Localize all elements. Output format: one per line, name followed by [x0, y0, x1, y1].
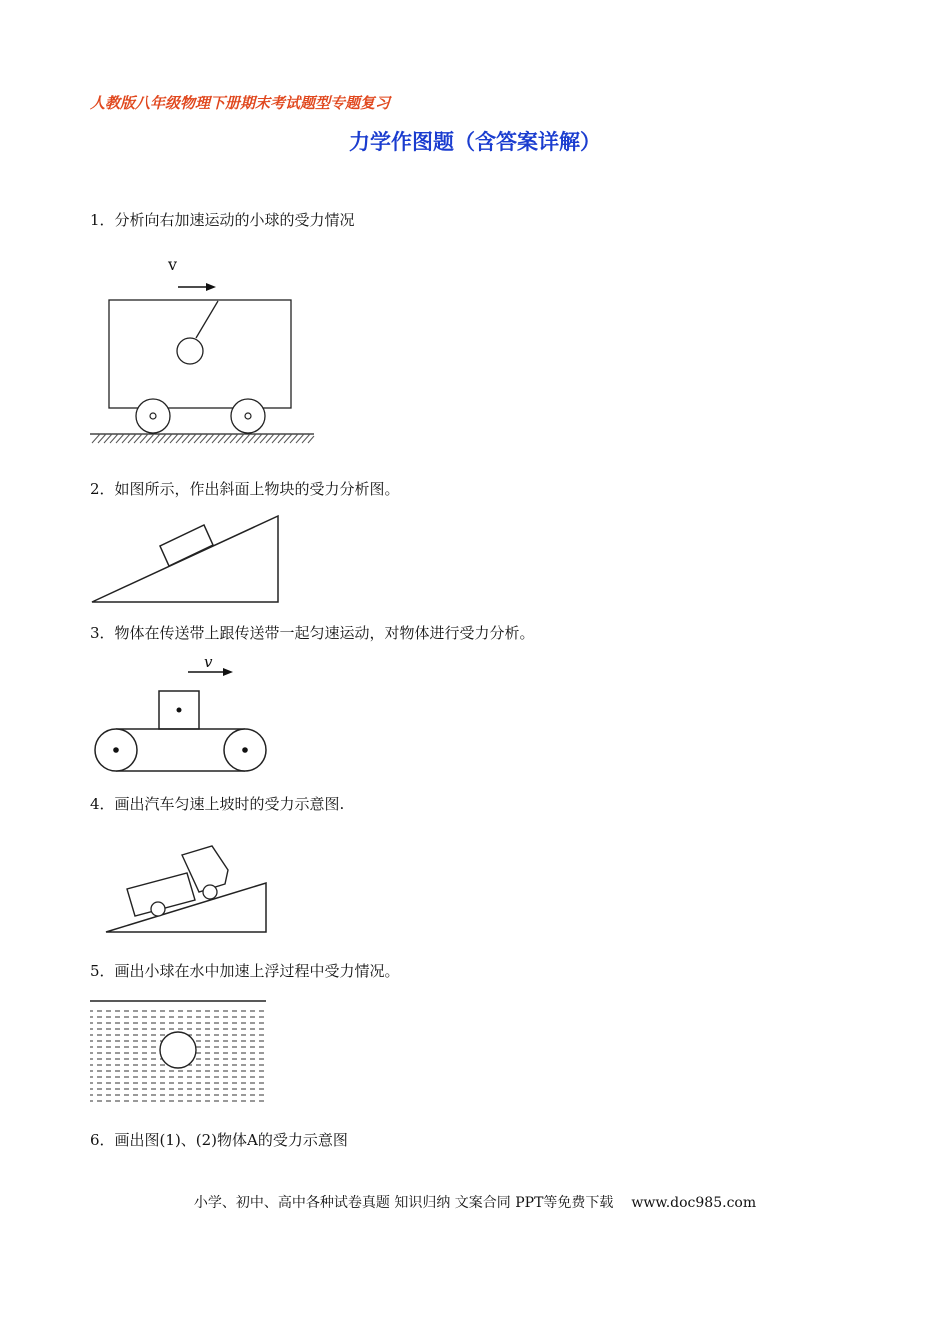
velocity-arrowhead	[206, 283, 216, 291]
question-4-text: 4．画出汽车匀速上坡时的受力示意图.	[90, 795, 345, 813]
header-tag: 人教版八年级物理下册期末考试题型专题复习	[90, 94, 391, 112]
footer-site-link[interactable]: www.doc985.com	[631, 1195, 757, 1211]
page-footer	[0, 1192, 950, 1212]
ball	[160, 1032, 196, 1068]
velocity-label: v	[204, 653, 213, 671]
cart-wheel-left	[136, 399, 170, 433]
truck-wheel-front	[203, 885, 217, 899]
figure-1-cart-pendulum	[88, 252, 320, 448]
question-3-text: 3．物体在传送带上跟传送带一起匀速运动，对物体进行受力分析。	[90, 624, 535, 642]
truck-wheel-rear	[151, 902, 165, 916]
footer-text: 小学、初中、高中各种试卷真题 知识归纳 文案合同 PPT等免费下载	[193, 1195, 614, 1211]
figure-4-truck-on-slope	[100, 838, 274, 938]
velocity-arrowhead	[223, 668, 233, 676]
cart-wheel-right	[231, 399, 265, 433]
question-6-text: 6．画出图(1)、(2)物体A的受力示意图	[90, 1131, 348, 1149]
velocity-label: v	[168, 255, 178, 274]
question-1-text: 1．分析向右加速运动的小球的受力情况	[90, 211, 355, 229]
question-2-text: 2．如图所示，作出斜面上物块的受力分析图。	[90, 480, 400, 498]
ground-hatching	[92, 434, 314, 443]
figure-5-ball-in-water	[88, 996, 268, 1110]
pendulum-ball	[177, 338, 203, 364]
pendulum-string	[196, 301, 218, 338]
page-title: 力学作图题（含答案详解）	[349, 130, 601, 154]
block	[160, 525, 213, 566]
figure-2-block-on-incline	[88, 510, 284, 608]
question-5-text: 5．画出小球在水中加速上浮过程中受力情况。	[90, 962, 400, 980]
figure-3-conveyor-belt	[88, 652, 278, 776]
